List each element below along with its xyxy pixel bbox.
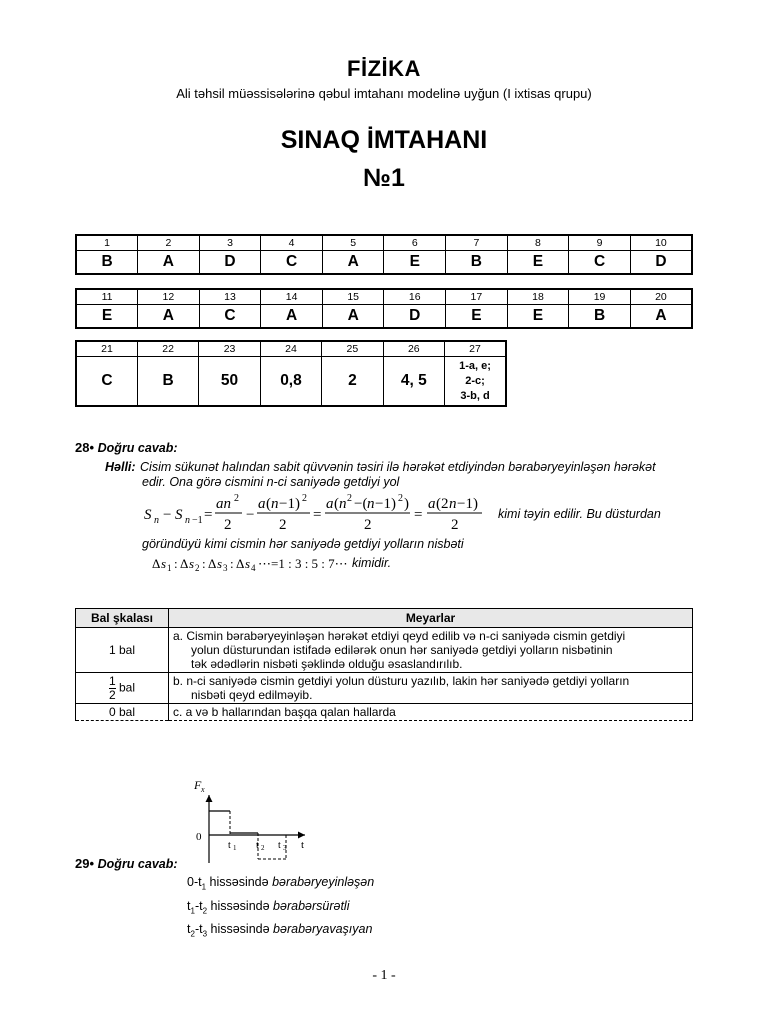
rubric-criteria-a	[169, 628, 693, 673]
criteria-b-line: nisbəti qeyd edilməyib.	[191, 688, 313, 702]
question-number-cell: 3	[199, 235, 261, 251]
score-unit: bal	[119, 680, 136, 695]
question-number-cell: 18	[507, 289, 569, 305]
question-number-cell: 10	[630, 235, 692, 251]
q27-answer-line: 1-a, e;	[459, 359, 491, 372]
question-number-cell: 7	[446, 235, 508, 251]
answer-cell: C	[261, 251, 323, 275]
svg-text:1: 1	[167, 563, 172, 573]
svg-text:2: 2	[224, 517, 232, 533]
question-number-cell: 17	[446, 289, 508, 305]
answer-cell: A	[322, 305, 384, 329]
svg-text:−: −	[246, 507, 255, 523]
q28-number: 28	[75, 440, 90, 455]
svg-text:−(: −(	[354, 496, 368, 512]
rubric-criteria-b	[169, 673, 693, 704]
svg-text:an: an	[216, 496, 231, 512]
answer-key-table-1	[75, 234, 693, 275]
svg-text:−1: −1	[192, 515, 203, 526]
question-number-cell: 22	[137, 341, 198, 357]
answer-cell: 50	[199, 357, 260, 407]
svg-text:2: 2	[398, 493, 403, 504]
svg-text:Δ: Δ	[208, 556, 217, 571]
svg-text:2: 2	[234, 493, 239, 504]
answer-cell: D	[384, 305, 446, 329]
question-number-cell: 6	[384, 235, 446, 251]
q27-answer-line: 3-b, d	[460, 389, 490, 402]
question-number-cell: 25	[322, 341, 383, 357]
svg-text:(: (	[266, 496, 271, 512]
svg-text:=: =	[313, 507, 322, 523]
svg-text:n: n	[367, 496, 375, 512]
exam-number: №1	[363, 164, 405, 192]
svg-text:2: 2	[279, 517, 287, 533]
answer-cell: D	[630, 251, 692, 275]
svg-text:2: 2	[195, 563, 200, 573]
answer-key-table-3	[75, 340, 507, 407]
question-number-cell: 11	[76, 289, 138, 305]
svg-text:−1): −1)	[279, 496, 300, 512]
answer-cell: C	[569, 251, 631, 275]
question-number-cell: 26	[383, 341, 444, 357]
answer-cell: E	[446, 305, 508, 329]
answer-cell: B	[137, 357, 198, 407]
q28-ratio-suffix: kimidir.	[352, 556, 392, 570]
graph-tick-t3: t	[278, 840, 281, 851]
criteria-b-line: b. n-ci saniyədə cismin getdiyi yolun düsturu yazılıb, lakin hər saniyədə getdiyi yolların	[173, 674, 630, 688]
question-number-cell: 13	[199, 289, 261, 305]
svg-text:2: 2	[347, 493, 352, 504]
svg-text:(: (	[334, 496, 339, 512]
question-number-cell: 4	[261, 235, 323, 251]
question-number-cell: 27	[445, 341, 506, 357]
question-number-cell: 5	[322, 235, 384, 251]
grading-rubric-table	[75, 608, 693, 721]
svg-text:n: n	[449, 496, 457, 512]
svg-text:−1): −1)	[457, 496, 478, 512]
svg-text:n: n	[339, 496, 347, 512]
answer-cell: B	[569, 305, 631, 329]
answer-key-table-2	[75, 288, 693, 329]
subject-title: FİZİKA	[347, 56, 421, 81]
q29-answers	[187, 873, 374, 944]
svg-text:3: 3	[283, 844, 287, 852]
rubric-header-criteria: Meyarlar	[169, 609, 693, 628]
exam-title: SINAQ İMTAHANI	[280, 126, 488, 154]
svg-text:a: a	[326, 496, 334, 512]
svg-text:2: 2	[302, 493, 307, 504]
q28-correct-label: Doğru cavab:	[97, 441, 178, 455]
svg-text:Δ: Δ	[152, 556, 161, 571]
q28-heading: 28• Doğru cavab:	[75, 440, 178, 455]
q29-answer-line: $t_1-t_2$ hissəsində bərabərsürətli	[187, 898, 350, 915]
q28-text-2: edir. Ona görə cismini n-ci saniyədə getdiyi yol	[142, 475, 400, 489]
q28-formula-suffix: kimi təyin edilir. Bu düsturdan	[498, 507, 661, 521]
svg-text:Δ: Δ	[180, 556, 189, 571]
question-number-cell: 20	[630, 289, 692, 305]
graph-x-label: t	[301, 839, 305, 851]
question-number-cell: 15	[322, 289, 384, 305]
q28-formula	[142, 492, 502, 536]
svg-text:a: a	[258, 496, 266, 512]
graph-origin: 0	[196, 831, 202, 843]
force-time-graph	[190, 775, 330, 872]
svg-text:S: S	[144, 507, 152, 523]
rubric-score-0: 0 bal	[76, 704, 169, 721]
svg-text:Δ: Δ	[236, 556, 245, 571]
rubric-header-score: Bal şkalası	[76, 609, 169, 628]
answer-cell: A	[630, 305, 692, 329]
svg-text:s: s	[161, 556, 167, 571]
rubric-score-1: 1 bal	[76, 628, 169, 673]
svg-text:−: −	[163, 507, 172, 523]
svg-text:(2: (2	[436, 496, 449, 512]
question-number-cell: 16	[384, 289, 446, 305]
svg-text:2: 2	[261, 844, 265, 852]
question-number-cell: 19	[569, 289, 631, 305]
criteria-a-line: yolun düsturundan istifadə edilərək onun hər saniyədə getdiyi yolların nisbətinin	[191, 643, 613, 657]
answer-cell: C	[199, 305, 261, 329]
criteria-a-line: tək ədədlərin nisbəti şəklində olduğu əsaslandırılıb.	[191, 657, 463, 671]
answer-cell: C	[76, 357, 137, 407]
svg-text:n: n	[185, 515, 190, 526]
graph-tick-t1: t	[228, 840, 231, 851]
graph-tick-t2: t	[256, 840, 259, 851]
svg-text:−1): −1)	[375, 496, 396, 512]
svg-text:2: 2	[364, 517, 372, 533]
answer-cell: 2	[322, 357, 383, 407]
q28-solution-label: Həlli:	[105, 460, 136, 474]
question-number-cell: 1	[76, 235, 138, 251]
answer-cell: A	[261, 305, 323, 329]
answer-cell: E	[507, 251, 569, 275]
svg-text::: :	[202, 556, 206, 571]
q29-answer-line: $t_2-t_3$ hissəsində bərabəryavaşıyan	[187, 922, 373, 939]
answer-cell: E	[76, 305, 138, 329]
svg-text::: :	[174, 556, 178, 571]
q29-heading: 29• Doğru cavab:	[75, 856, 178, 871]
answer-cell: E	[507, 305, 569, 329]
question-number-cell: 23	[199, 341, 260, 357]
q28-solution-line1	[105, 458, 705, 476]
svg-text:4: 4	[251, 563, 256, 573]
svg-text:n: n	[271, 496, 279, 512]
distance-formula	[142, 492, 502, 536]
svg-text:⋯=1 : 3 : 5 : 7⋯: ⋯=1 : 3 : 5 : 7⋯	[258, 556, 348, 571]
svg-text::: :	[230, 556, 234, 571]
svg-text:n: n	[154, 515, 159, 526]
rubric-score-half	[76, 673, 169, 704]
answer-cell: D	[199, 251, 261, 275]
svg-text:2: 2	[451, 517, 459, 533]
exam-subtitle: Ali təhsil müəssisələrinə qəbul imtahanı modelinə uyğun (I ixtisas qrupu)	[176, 86, 592, 101]
question-number-cell: 21	[76, 341, 137, 357]
answer-cell: B	[446, 251, 508, 275]
svg-text:=: =	[414, 507, 423, 523]
svg-text:s: s	[217, 556, 223, 571]
answer-cell: 0,8	[260, 357, 321, 407]
svg-text:=: =	[204, 507, 213, 523]
answer-cell: B	[76, 251, 138, 275]
answer-cell: E	[384, 251, 446, 275]
question-number-cell: 2	[138, 235, 200, 251]
q29-answer-line: $0-t_1$ hissəsində bərabəryeyinləşən	[187, 875, 375, 892]
q28-text-1: Cisim sükunət halından sabit qüvvənin təsiri ilə hərəkət etdiyindən bərabəryeyinləşən hərəkət	[140, 460, 656, 474]
answer-cell-q27	[445, 357, 506, 407]
svg-text:S: S	[175, 507, 183, 523]
q27-answer-line: 2-c;	[465, 374, 485, 387]
graph-y-label: F	[194, 778, 202, 792]
svg-text:3: 3	[223, 563, 228, 573]
answer-cell: A	[322, 251, 384, 275]
q28-text-3: göründüyü kimi cismin hər saniyədə getdiyi yolların nisbəti	[142, 537, 464, 551]
answer-cell: 4, 5	[383, 357, 444, 407]
question-number-cell: 9	[569, 235, 631, 251]
question-number-cell: 8	[507, 235, 569, 251]
svg-text:): )	[404, 496, 409, 512]
question-number-cell: 24	[260, 341, 321, 357]
answer-cell: A	[138, 305, 200, 329]
graph-y-sub: x	[201, 785, 205, 794]
half-fraction: $\frac{1}{2}$	[108, 673, 116, 702]
q29-number: 29	[75, 856, 90, 871]
answer-cell: A	[138, 251, 200, 275]
question-number-cell: 12	[138, 289, 200, 305]
svg-text:s: s	[245, 556, 251, 571]
q29-correct-label: Doğru cavab:	[97, 857, 178, 871]
svg-text:s: s	[189, 556, 195, 571]
svg-text:1: 1	[233, 844, 237, 852]
criteria-a-line: a. Cismin bərabəryeyinləşən hərəkət etdiyi qeyd edilib və n-ci saniyədə cismin getdiyi	[173, 629, 626, 643]
svg-text:a: a	[428, 496, 436, 512]
rubric-criteria-c: c. a və b hallarından başqa qalan hallarda	[169, 704, 693, 721]
question-number-cell: 14	[261, 289, 323, 305]
page-number: - 1 -	[372, 968, 396, 983]
